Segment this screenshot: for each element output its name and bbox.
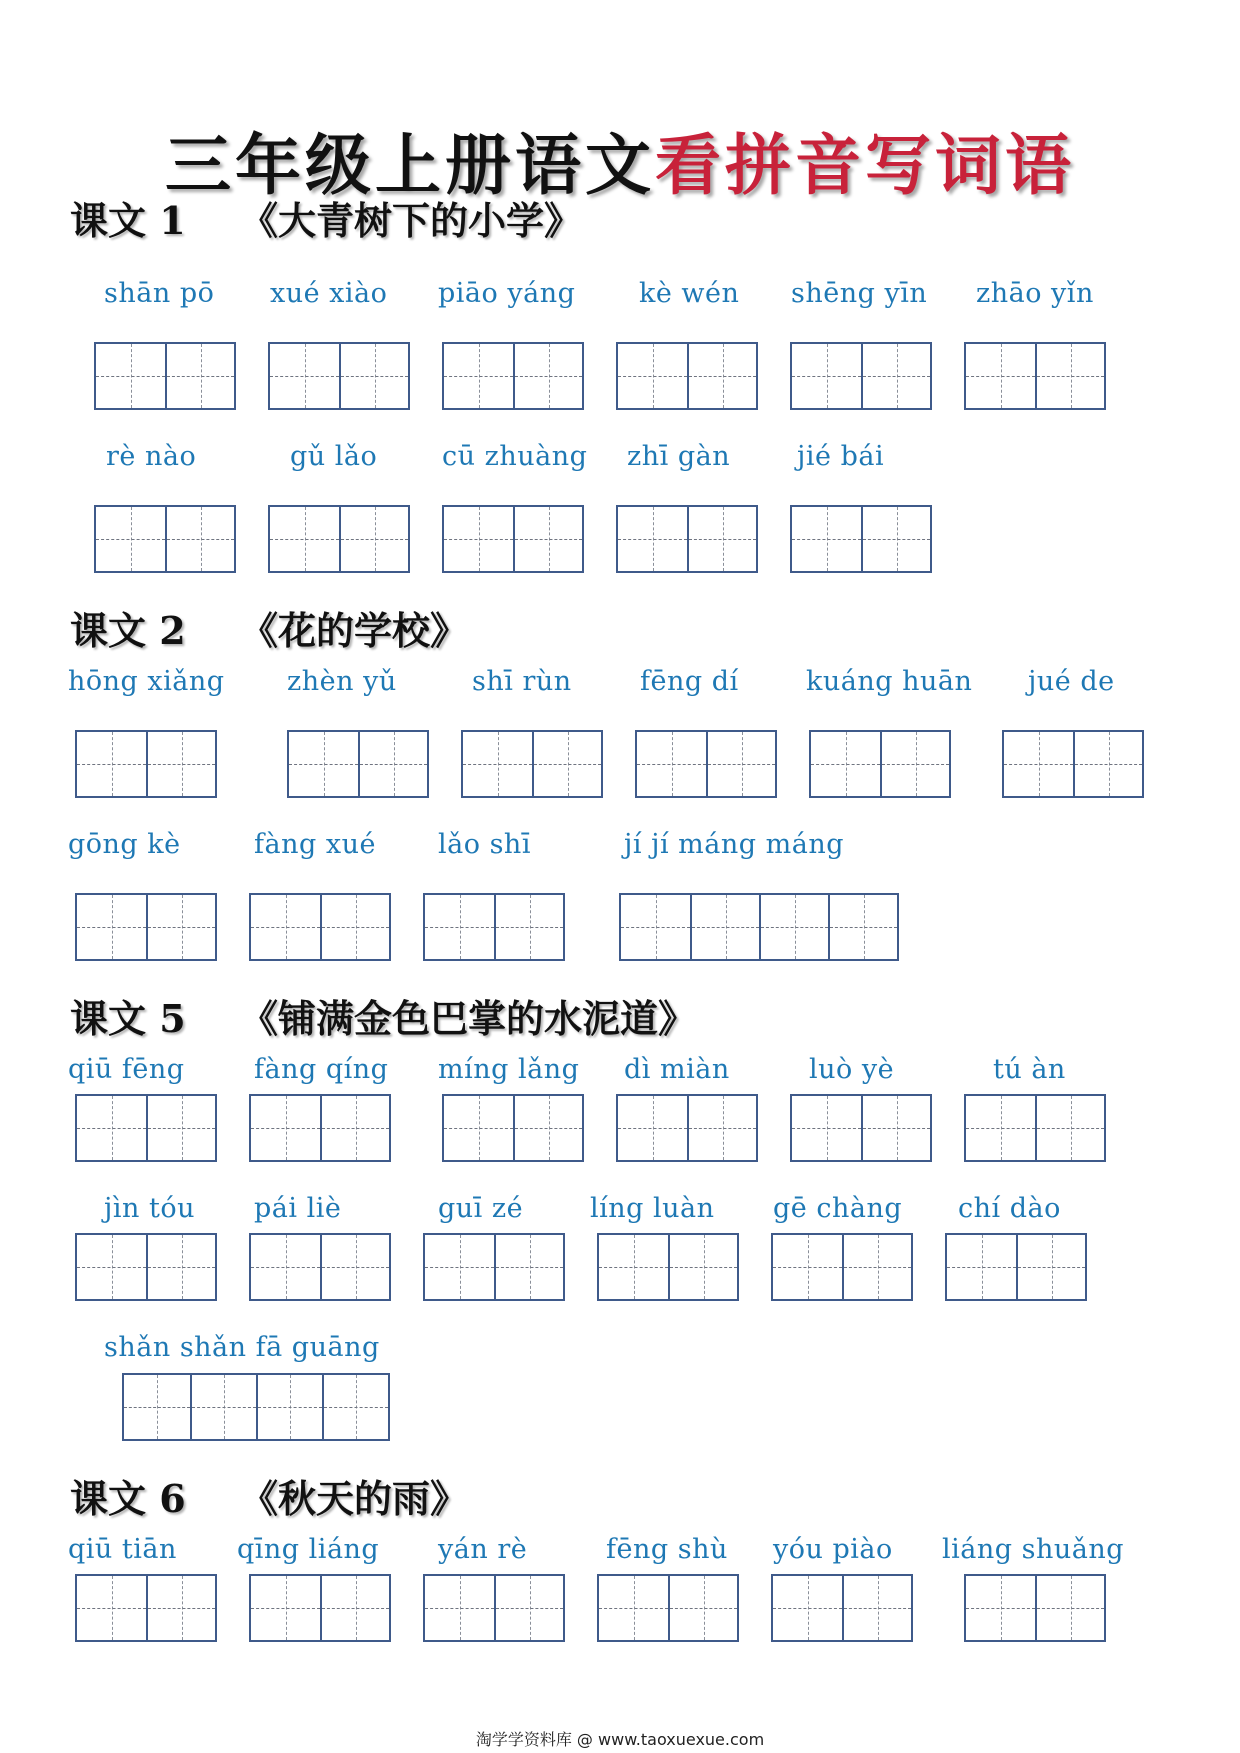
- pinyin: cū zhuàng: [442, 441, 588, 472]
- lesson-label: 课文 2: [70, 608, 186, 653]
- pinyin: jué de: [1028, 666, 1115, 697]
- writing-grid[interactable]: [249, 1094, 391, 1162]
- writing-grid[interactable]: [964, 1574, 1106, 1642]
- pinyin: jié bái: [797, 441, 885, 472]
- pinyin: tú àn: [993, 1054, 1066, 1085]
- writing-grid[interactable]: [442, 1094, 584, 1162]
- lesson-label: 课文 5: [70, 996, 186, 1041]
- pinyin: gē chàng: [773, 1193, 903, 1224]
- pinyin: shī rùn: [472, 666, 572, 697]
- pinyin: fēng shù: [606, 1534, 728, 1565]
- pinyin: pái liè: [254, 1193, 342, 1224]
- pinyin: jìn tóu: [104, 1193, 195, 1224]
- lesson-name: 《大青树下的小学》: [240, 198, 583, 243]
- writing-grid[interactable]: [75, 1233, 217, 1301]
- lesson-heading: [70, 600, 468, 655]
- writing-grid[interactable]: [945, 1233, 1087, 1301]
- footer-watermark: 淘学学资料库 @ www.taoxuexue.com: [475, 1730, 765, 1749]
- pinyin: gǔ lǎo: [290, 441, 378, 472]
- writing-grid[interactable]: [287, 730, 429, 798]
- writing-grid[interactable]: [616, 342, 758, 410]
- writing-grid[interactable]: [75, 730, 217, 798]
- pinyin: zhī gàn: [627, 441, 731, 472]
- pinyin: jí jí máng máng: [624, 829, 845, 860]
- writing-grid[interactable]: [790, 342, 932, 410]
- writing-grid[interactable]: [122, 1373, 390, 1441]
- pinyin: lǎo shī: [438, 829, 531, 860]
- pinyin: dì miàn: [624, 1054, 730, 1085]
- pinyin: zhèn yǔ: [287, 666, 397, 697]
- pinyin: yóu piào: [773, 1534, 893, 1565]
- writing-grid[interactable]: [616, 1094, 758, 1162]
- writing-grid[interactable]: [75, 893, 217, 961]
- pinyin: míng lǎng: [438, 1054, 580, 1085]
- writing-grid[interactable]: [75, 1574, 217, 1642]
- writing-grid[interactable]: [249, 1574, 391, 1642]
- lesson-name: 《秋天的雨》: [240, 1476, 469, 1521]
- writing-grid[interactable]: [94, 505, 236, 573]
- pinyin: gōng kè: [68, 829, 181, 860]
- title-red-part: 看拼音写词语: [655, 126, 1075, 204]
- writing-grid[interactable]: [1002, 730, 1144, 798]
- writing-grid[interactable]: [635, 730, 777, 798]
- pinyin: kè wén: [639, 278, 740, 309]
- writing-grid[interactable]: [790, 505, 932, 573]
- lesson-heading: [70, 190, 582, 245]
- writing-grid[interactable]: [771, 1574, 913, 1642]
- pinyin: guī zé: [438, 1193, 524, 1224]
- pinyin: rè nào: [106, 441, 197, 472]
- writing-grid[interactable]: [94, 342, 236, 410]
- writing-grid[interactable]: [619, 893, 899, 961]
- writing-grid[interactable]: [771, 1233, 913, 1301]
- writing-grid[interactable]: [442, 342, 584, 410]
- pinyin: luò yè: [809, 1054, 895, 1085]
- writing-grid[interactable]: [423, 893, 565, 961]
- writing-grid[interactable]: [616, 505, 758, 573]
- lesson-name: 《花的学校》: [240, 608, 469, 653]
- pinyin: kuáng huān: [806, 666, 973, 697]
- writing-grid[interactable]: [268, 342, 410, 410]
- lesson-name: 《铺满金色巴掌的水泥道》: [240, 996, 697, 1041]
- writing-grid[interactable]: [423, 1574, 565, 1642]
- writing-grid[interactable]: [249, 893, 391, 961]
- pinyin: xué xiào: [270, 278, 388, 309]
- lesson-label: 课文 1: [70, 198, 186, 243]
- writing-grid[interactable]: [809, 730, 951, 798]
- pinyin: yán rè: [438, 1534, 528, 1565]
- pinyin: chí dào: [958, 1193, 1061, 1224]
- lesson-heading: [70, 988, 696, 1043]
- lesson-label: 课文 6: [70, 1476, 186, 1521]
- pinyin: qiū fēng: [68, 1054, 185, 1085]
- writing-grid[interactable]: [964, 1094, 1106, 1162]
- pinyin: shān pō: [104, 278, 215, 309]
- pinyin: liáng shuǎng: [942, 1534, 1125, 1565]
- pinyin: hōng xiǎng: [68, 666, 225, 697]
- pinyin: fēng dí: [640, 666, 739, 697]
- pinyin: piāo yáng: [438, 278, 576, 309]
- pinyin: fàng xué: [254, 829, 376, 860]
- pinyin: qīng liáng: [237, 1534, 380, 1565]
- title-black-part: 三年级上册语文: [165, 126, 655, 204]
- writing-grid[interactable]: [249, 1233, 391, 1301]
- writing-grid[interactable]: [75, 1094, 217, 1162]
- pinyin: zhāo yǐn: [976, 278, 1094, 309]
- writing-grid[interactable]: [423, 1233, 565, 1301]
- lesson-heading: [70, 1468, 468, 1523]
- writing-grid[interactable]: [964, 342, 1106, 410]
- pinyin: shǎn shǎn fā guāng: [104, 1332, 380, 1363]
- writing-grid[interactable]: [597, 1574, 739, 1642]
- pinyin: fàng qíng: [254, 1054, 389, 1085]
- writing-grid[interactable]: [597, 1233, 739, 1301]
- writing-grid[interactable]: [461, 730, 603, 798]
- pinyin: shēng yīn: [791, 278, 928, 309]
- pinyin: qiū tiān: [68, 1534, 177, 1565]
- writing-grid[interactable]: [790, 1094, 932, 1162]
- writing-grid[interactable]: [268, 505, 410, 573]
- pinyin: líng luàn: [590, 1193, 715, 1224]
- writing-grid[interactable]: [442, 505, 584, 573]
